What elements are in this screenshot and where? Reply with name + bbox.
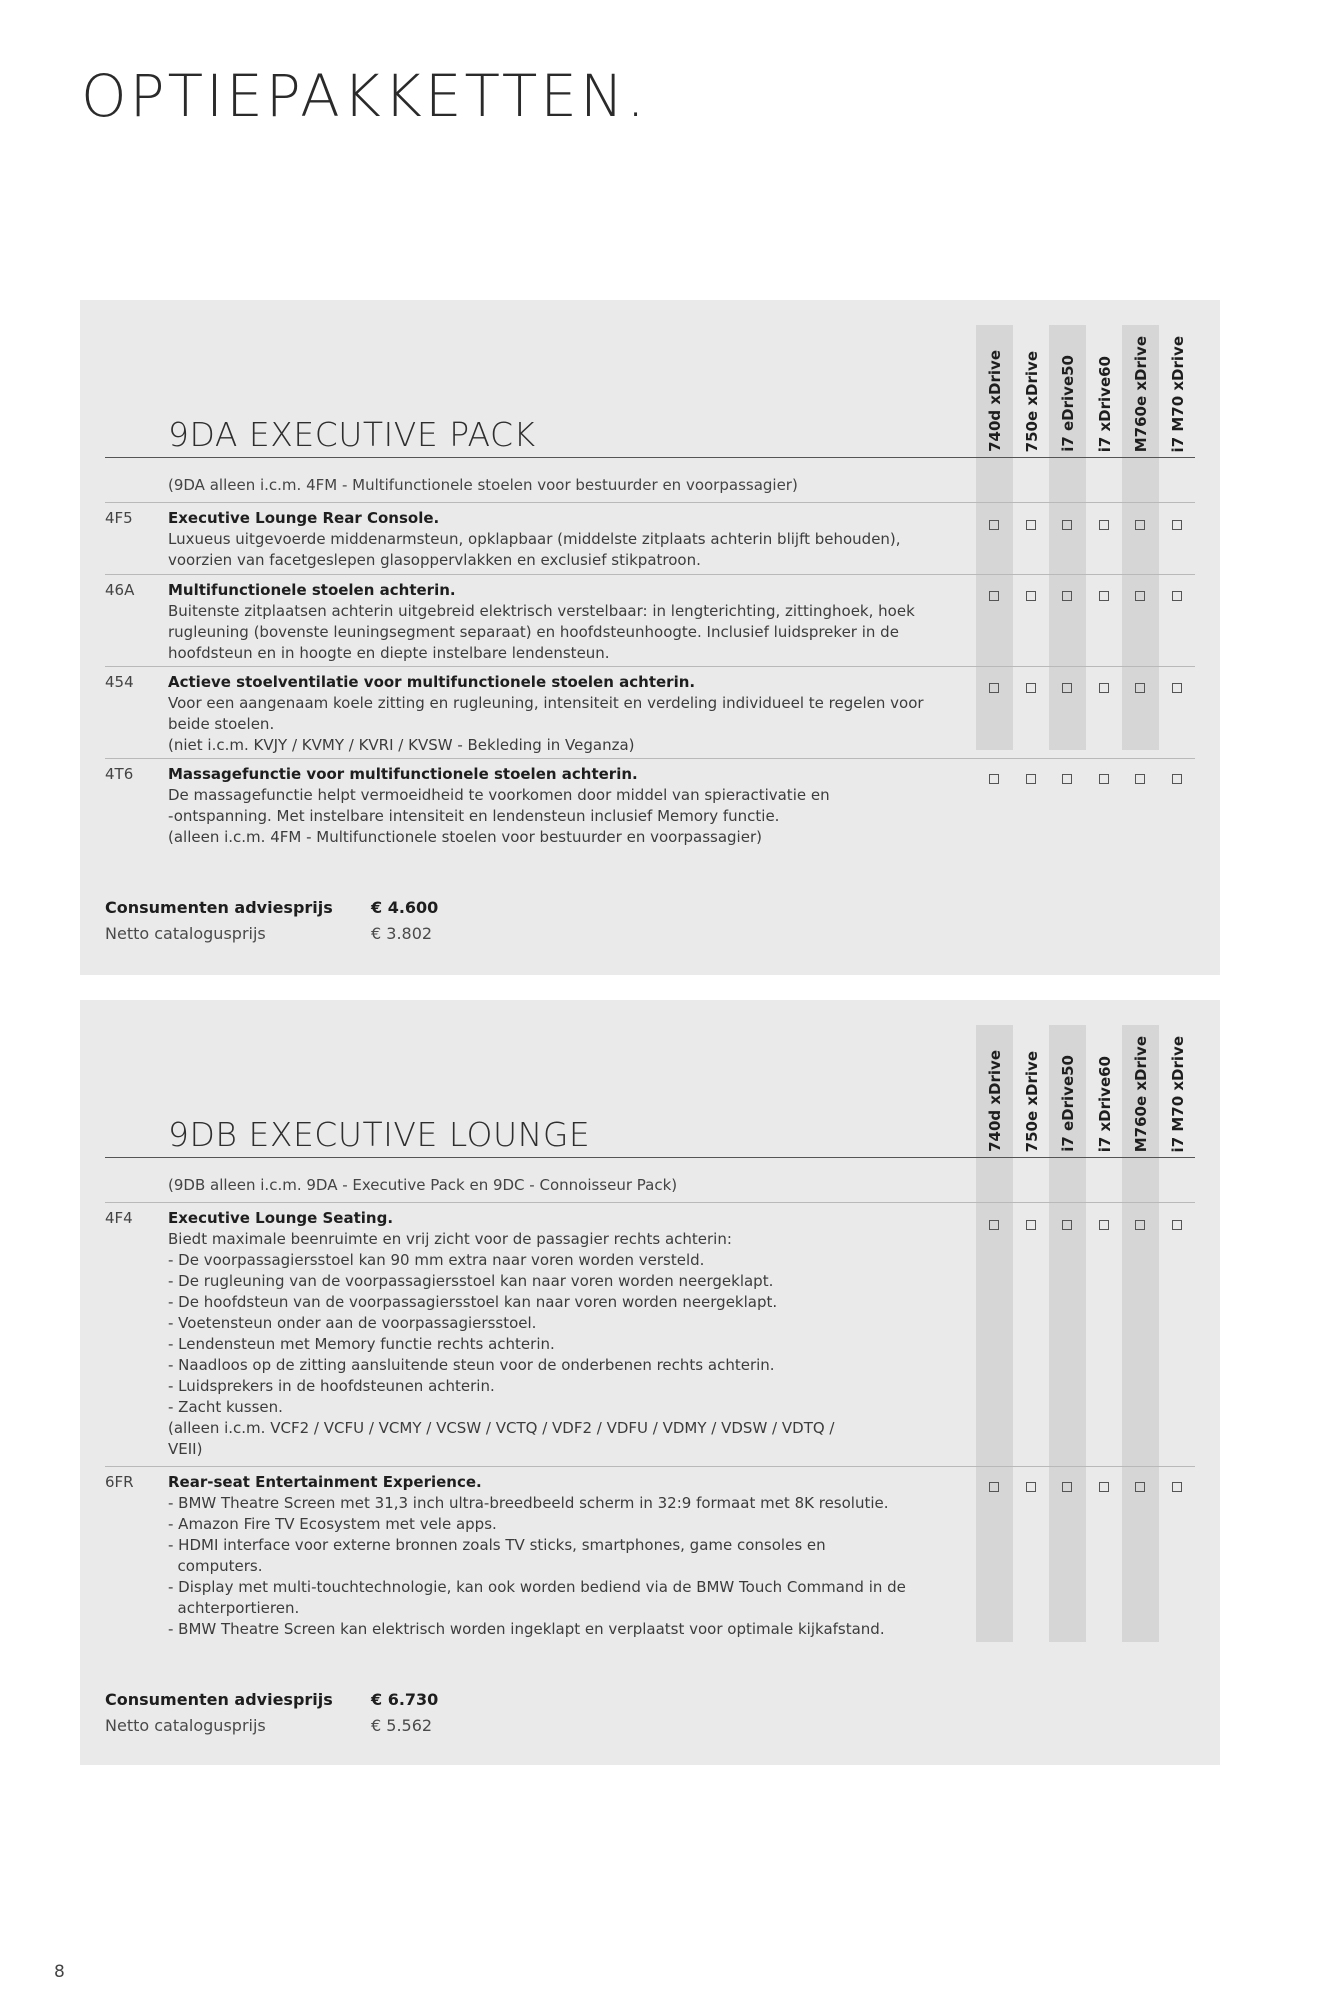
availability-checkbox [1172, 1220, 1182, 1230]
availability-checkbox [989, 1482, 999, 1492]
option-title: Actieve stoelventilatie voor multifunctionele stoelen achterin. [168, 673, 696, 691]
availability-checkbox [1062, 520, 1072, 530]
option-description: - Amazon Fire TV Ecosystem met vele apps. [168, 1515, 497, 1533]
availability-checkbox [989, 591, 999, 601]
option-description: - De rugleuning van de voorpassagiersstoel kan naar voren worden neergeklapt. [168, 1272, 774, 1290]
consumer-price-value: € 6.730 [371, 1690, 439, 1709]
availability-checkbox [989, 520, 999, 530]
column-header: 750e xDrive [1022, 1050, 1041, 1152]
option-description: computers. [168, 1557, 263, 1575]
availability-checkbox [1099, 774, 1109, 784]
column-header: 740d xDrive [985, 1050, 1004, 1152]
option-description: - BMW Theatre Screen kan elektrisch worden ingeklapt en verplaatst voor optimale kijkafstand. [168, 1620, 885, 1638]
pack-panel-9da [80, 300, 1220, 975]
availability-checkbox [1026, 591, 1036, 601]
availability-checkbox [989, 1220, 999, 1230]
row-divider [105, 502, 1195, 503]
option-description: - Naadloos op de zitting aansluitende steun voor de onderbenen rechts achterin. [168, 1356, 775, 1374]
option-description: - Voetensteun onder aan de voorpassagiersstoel. [168, 1314, 537, 1332]
column-header: i7 eDrive50 [1058, 1055, 1077, 1152]
option-row [168, 1208, 958, 1460]
column-header: i7 eDrive50 [1058, 355, 1077, 452]
availability-checkbox [1135, 683, 1145, 693]
column-header: i7 xDrive60 [1095, 355, 1114, 452]
availability-checkbox [1099, 1482, 1109, 1492]
option-row [168, 672, 958, 756]
pack-panel-9db [80, 1000, 1220, 1765]
option-description: (alleen i.c.m. 4FM - Multifunctionele stoelen voor bestuurder en voorpassagier) [168, 828, 762, 846]
column-header: M760e xDrive [1131, 1035, 1150, 1152]
option-code: 4F4 [105, 1209, 133, 1227]
option-code: 6FR [105, 1473, 134, 1491]
option-description: - BMW Theatre Screen met 31,3 inch ultra-breedbeeld scherm in 32:9 formaat met 8K resolutie. [168, 1494, 889, 1512]
availability-checkbox [1026, 683, 1036, 693]
option-description: Voor een aangenaam koele zitting en rugleuning, intensiteit en verdeling individueel te regelen voor [168, 694, 924, 712]
title-divider [105, 1157, 1195, 1158]
option-description: voorzien van facetgeslepen glasoppervlakken en exclusief stikpatroon. [168, 551, 701, 569]
column-header: M760e xDrive [1131, 335, 1150, 452]
column-header: i7 M70 xDrive [1168, 335, 1187, 452]
option-code: 4F5 [105, 509, 133, 527]
availability-checkbox [1135, 1220, 1145, 1230]
option-code: 46A [105, 581, 135, 599]
page-title: OPTIEPAKKETTEN. [81, 62, 648, 130]
column-header: i7 xDrive60 [1095, 1055, 1114, 1152]
option-description: Biedt maximale beenruimte en vrij zicht voor de passagier rechts achterin: [168, 1230, 732, 1248]
option-description: -ontspanning. Met instelbare intensiteit en lendensteun inclusief Memory functie. [168, 807, 780, 825]
pack-title: 9DB EXECUTIVE LOUNGE [168, 1115, 591, 1154]
option-description: - Zacht kussen. [168, 1398, 283, 1416]
availability-checkbox [1062, 1220, 1072, 1230]
row-divider [105, 1202, 1195, 1203]
availability-checkbox [1062, 774, 1072, 784]
availability-checkbox [1026, 520, 1036, 530]
row-divider [105, 666, 1195, 667]
option-description: VEII) [168, 1440, 203, 1458]
option-title: Executive Lounge Seating. [168, 1209, 394, 1227]
option-description: (niet i.c.m. KVJY / KVMY / KVRI / KVSW - Bekleding in Veganza) [168, 736, 635, 754]
availability-checkbox [989, 683, 999, 693]
consumer-price-label: Consumenten adviesprijs [105, 898, 333, 917]
availability-checkbox [1135, 520, 1145, 530]
option-code: 454 [105, 673, 134, 691]
availability-checkbox [1099, 591, 1109, 601]
column-header: i7 M70 xDrive [1168, 1035, 1187, 1152]
option-description: beide stoelen. [168, 715, 275, 733]
option-description: hoofdsteun en in hoogte en diepte instelbare lendensteun. [168, 644, 610, 662]
row-divider [105, 574, 1195, 575]
availability-checkbox [1135, 1482, 1145, 1492]
option-title: Rear-seat Entertainment Experience. [168, 1473, 482, 1491]
pack-title: 9DA EXECUTIVE PACK [168, 415, 536, 454]
availability-checkbox [1026, 774, 1036, 784]
option-row [168, 764, 958, 848]
option-description: - De voorpassagiersstoel kan 90 mm extra naar voren worden versteld. [168, 1251, 705, 1269]
option-description: (alleen i.c.m. VCF2 / VCFU / VCMY / VCSW / VCTQ / VDF2 / VDFU / VDMY / VDSW / VDTQ / [168, 1419, 835, 1437]
page-number: 8 [54, 1962, 65, 1982]
pack-note: (9DA alleen i.c.m. 4FM - Multifunctionele stoelen voor bestuurder en voorpassagier) [168, 476, 798, 494]
option-description: achterportieren. [168, 1599, 300, 1617]
column-header: 750e xDrive [1022, 350, 1041, 452]
availability-checkbox [1172, 520, 1182, 530]
availability-checkbox [1135, 774, 1145, 784]
availability-checkbox [1172, 683, 1182, 693]
option-description: - HDMI interface voor externe bronnen zoals TV sticks, smartphones, game consoles en [168, 1536, 826, 1554]
availability-checkbox [1172, 1482, 1182, 1492]
availability-checkbox [1026, 1482, 1036, 1492]
option-title: Multifunctionele stoelen achterin. [168, 581, 456, 599]
row-divider [105, 1466, 1195, 1467]
option-code: 4T6 [105, 765, 134, 783]
option-title: Executive Lounge Rear Console. [168, 509, 440, 527]
option-description: - Display met multi-touchtechnologie, kan ook worden bediend via de BMW Touch Command in de [168, 1578, 906, 1596]
column-header: 740d xDrive [985, 350, 1004, 452]
option-description: rugleuning (bovenste leuningsegment separaat) en hoofdsteunhoogte. Inclusief luidspreker in de [168, 623, 899, 641]
availability-checkbox [1062, 1482, 1072, 1492]
option-description: - Lendensteun met Memory functie rechts achterin. [168, 1335, 555, 1353]
row-divider [105, 758, 1195, 759]
net-price-label: Netto catalogusprijs [105, 924, 266, 943]
availability-checkbox [1062, 683, 1072, 693]
availability-checkbox [989, 774, 999, 784]
option-row [168, 1472, 958, 1640]
option-description: De massagefunctie helpt vermoeidheid te voorkomen door middel van spieractivatie en [168, 786, 830, 804]
availability-checkbox [1099, 520, 1109, 530]
title-divider [105, 457, 1195, 458]
availability-checkbox [1062, 591, 1072, 601]
pack-note: (9DB alleen i.c.m. 9DA - Executive Pack en 9DC - Connoisseur Pack) [168, 1176, 678, 1194]
availability-checkbox [1172, 774, 1182, 784]
option-row [168, 508, 958, 571]
consumer-price-label: Consumenten adviesprijs [105, 1690, 333, 1709]
availability-checkbox [1135, 591, 1145, 601]
option-description: Buitenste zitplaatsen achterin uitgebreid elektrisch verstelbaar: in lengterichting, zittinghoek, hoek [168, 602, 915, 620]
net-price-label: Netto catalogusprijs [105, 1716, 266, 1735]
option-description: - Luidsprekers in de hoofdsteunen achterin. [168, 1377, 495, 1395]
option-description: Luxueus uitgevoerde middenarmsteun, opklapbaar (middelste zitplaats achterin blijft behouden), [168, 530, 901, 548]
availability-checkbox [1172, 591, 1182, 601]
availability-checkbox [1099, 1220, 1109, 1230]
option-row [168, 580, 958, 664]
option-title: Massagefunctie voor multifunctionele stoelen achterin. [168, 765, 638, 783]
consumer-price-value: € 4.600 [371, 898, 439, 917]
option-description: - De hoofdsteun van de voorpassagiersstoel kan naar voren worden neergeklapt. [168, 1293, 778, 1311]
availability-checkbox [1099, 683, 1109, 693]
net-price-value: € 5.562 [371, 1716, 433, 1735]
availability-checkbox [1026, 1220, 1036, 1230]
net-price-value: € 3.802 [371, 924, 433, 943]
